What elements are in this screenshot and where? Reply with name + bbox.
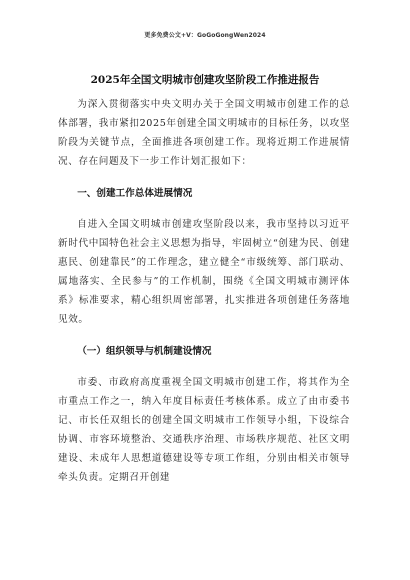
section-heading-1: 一、创建工作总体进展情况 (77, 188, 193, 199)
header-watermark: 更多免费公文+V：GoGoGongWen2024 (144, 32, 266, 39)
section-1-paragraph: 自进入全国文明城市创建攻坚阶段以来，我市坚持以习近平新时代中国特色社会主义思想为指导，牢固树立“创建为民、创建惠民、创建靠民”的工作理念，建立健全“市级统筹、部门联动、属地落实、全民参与”的工作机制，围绕《全国文明城市测评体系》标准要求，精心组织周密部署，扎实推进各项创建任务落地见效。 (58, 219, 350, 325)
subsection-1-paragraph: 市委、市政府高度重视全国文明城市创建工作，将其作为全市重点工作之一，纳入年度目标责任考核体系。成立了由市委书记、市长任双组长的创建全国文明城市工作领导小组，下设综合协调、市容环境整治、交通秩序治理、市场秩序规范、社区文明建设、未成年人思想道德建设等专项工作组，分别由相关市领导牵头负责。定期召开创建 (58, 377, 350, 483)
intro-paragraph: 为深入贯彻落实中央文明办关于全国文明城市创建工作的总体部署，我市紧扣2025年创建全国文明城市的目标任务，以攻坚阶段为关键节点，全面推进各项创建工作。现将近期工作进展情况、存在问题及下一步工作计划汇报如下： (58, 99, 350, 167)
document-title: 2025年全国文明城市创建攻坚阶段工作推进报告 (90, 74, 320, 86)
document-body (58, 95, 350, 487)
subsection-heading-1: （一）组织领导与机制建设情况 (77, 346, 212, 357)
